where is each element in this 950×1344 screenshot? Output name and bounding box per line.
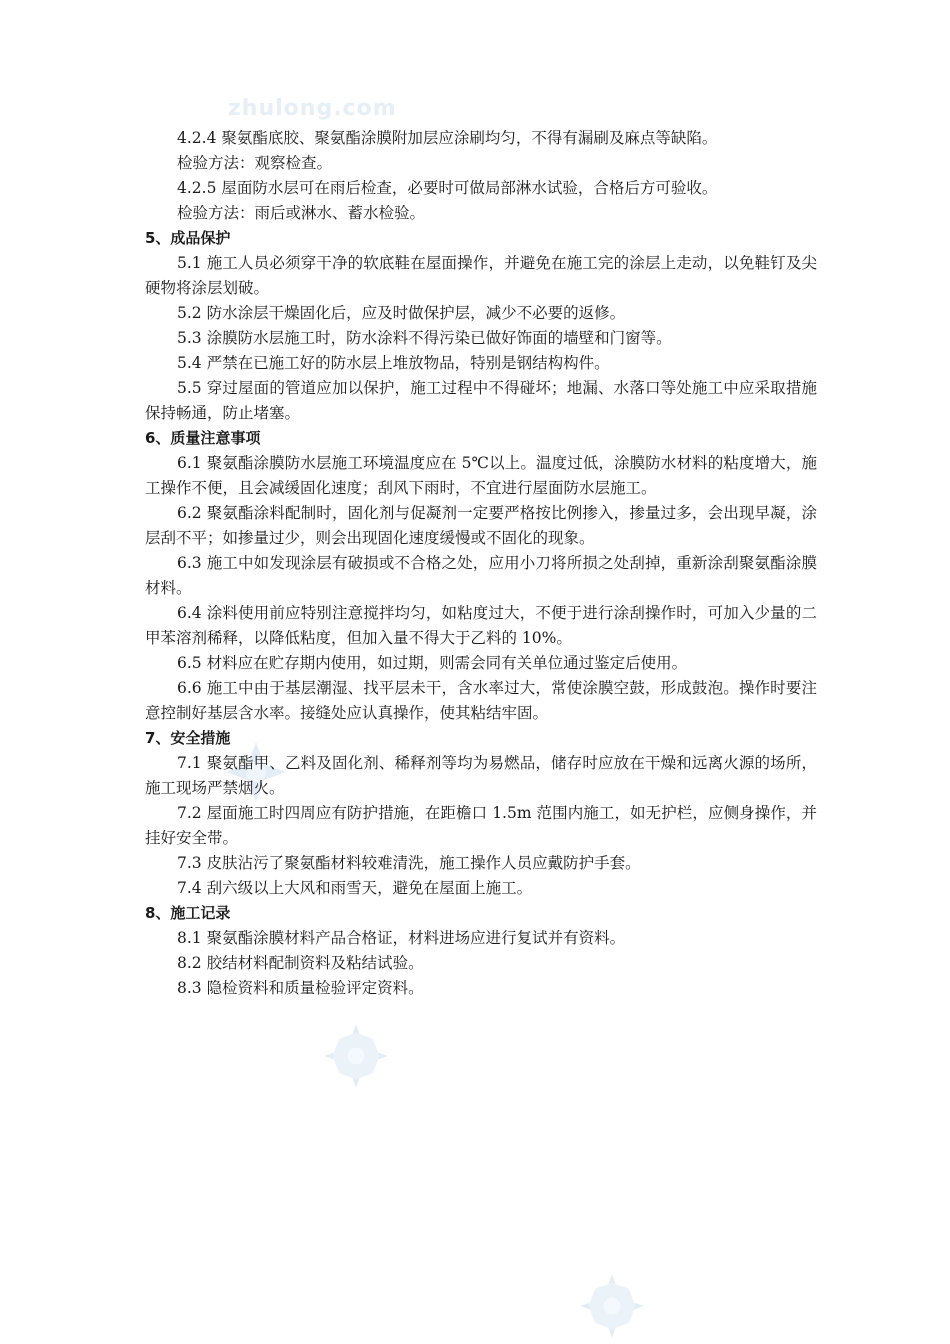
paragraph-4-2-5: 4.2.5 屋面防水层可在雨后检查，必要时可做局部淋水试验，合格后方可验收。	[177, 179, 718, 197]
paragraph-5-3: 5.3 涂膜防水层施工时，防水涂料不得污染已做好饰面的墙壁和门窗等。	[177, 329, 672, 347]
paragraph-6-4: 6.4 涂料使用前应特别注意搅拌均匀，如粘度过大，不便于进行涂刮操作时，可加入少量的二甲苯溶剂稀释，以降低粘度，但加入量不得大于乙料的 10%。	[145, 604, 817, 647]
paragraph-4-2-5-check: 检验方法：雨后或淋水、蓄水检验。	[177, 204, 426, 222]
document-body	[145, 126, 817, 1001]
paragraph-5-2: 5.2 防水涂层干燥固化后，应及时做保护层，减少不必要的返修。	[177, 304, 626, 322]
paragraph-5-1: 5.1 施工人员必须穿干净的软底鞋在屋面操作，并避免在施工完的涂层上走动，以免鞋钉及尖硬物将涂层划破。	[145, 254, 817, 297]
paragraph-7-4: 7.4 刮六级以上大风和雨雪天，避免在屋面上施工。	[177, 879, 533, 897]
paragraph-6-5: 6.5 材料应在贮存期内使用，如过期，则需会同有关单位通过鉴定后使用。	[177, 654, 688, 672]
paragraph-8-1: 8.1 聚氨酯涂膜材料产品合格证，材料进场应进行复试并有资料。	[177, 929, 626, 947]
paragraph-5-4: 5.4 严禁在已施工好的防水层上堆放物品，特别是钢结构构件。	[177, 354, 610, 372]
watermark-flake-icon	[322, 1022, 390, 1090]
paragraph-7-2: 7.2 屋面施工时四周应有防护措施，在距檐口 1.5m 范围内施工，如无护栏，应侧身操作，并挂好安全带。	[145, 804, 817, 847]
paragraph-5-5: 5.5 穿过屋面的管道应加以保护，施工过程中不得碰坏；地漏、水落口等处施工中应采取措施保持畅通，防止堵塞。	[145, 379, 817, 422]
paragraph-6-2: 6.2 聚氨酯涂料配制时，固化剂与促凝剂一定要严格按比例掺入，掺量过多，会出现早凝，涂层刮不平；如掺量过少，则会出现固化速度缓慢或不固化的现象。	[145, 504, 817, 547]
paragraph-4-2-4-check: 检验方法：观察检查。	[177, 154, 333, 172]
paragraph-6-6: 6.6 施工中由于基层潮湿、找平层未干，含水率过大，常使涂膜空鼓，形成鼓泡。操作时要注意控制好基层含水率。接缝处应认真操作，使其粘结牢固。	[145, 679, 817, 722]
paragraph-4-2-4: 4.2.4 聚氨酯底胶、聚氨酯涂膜附加层应涂刷均匀，不得有漏刷及麻点等缺陷。	[177, 129, 718, 147]
paragraph-8-2: 8.2 胶结材料配制资料及粘结试验。	[177, 954, 424, 972]
watermark-flake-icon	[578, 1272, 646, 1340]
section-heading-6: 6、质量注意事项	[145, 429, 261, 447]
paragraph-6-3: 6.3 施工中如发现涂层有破损或不合格之处，应用小刀将所损之处刮掉，重新涂刮聚氨酯涂膜材料。	[145, 554, 817, 597]
paragraph-7-1: 7.1 聚氨酯甲、乙料及固化剂、稀释剂等均为易燃品，储存时应放在干燥和远离火源的场所，施工现场严禁烟火。	[145, 754, 817, 797]
section-heading-7: 7、安全措施	[145, 729, 231, 747]
watermark-text: zhulong.com	[228, 96, 397, 121]
paragraph-8-3: 8.3 隐检资料和质量检验评定资料。	[177, 979, 424, 997]
paragraph-6-1: 6.1 聚氨酯涂膜防水层施工环境温度应在 5℃以上。温度过低，涂膜防水材料的粘度增大，施工操作不便，且会减缓固化速度；刮风下雨时，不宜进行屋面防水层施工。	[145, 454, 817, 497]
paragraph-7-3: 7.3 皮肤沾污了聚氨酯材料较难清洗，施工操作人员应戴防护手套。	[177, 854, 641, 872]
section-heading-5: 5、成品保护	[145, 229, 231, 247]
section-heading-8: 8、施工记录	[145, 904, 231, 922]
